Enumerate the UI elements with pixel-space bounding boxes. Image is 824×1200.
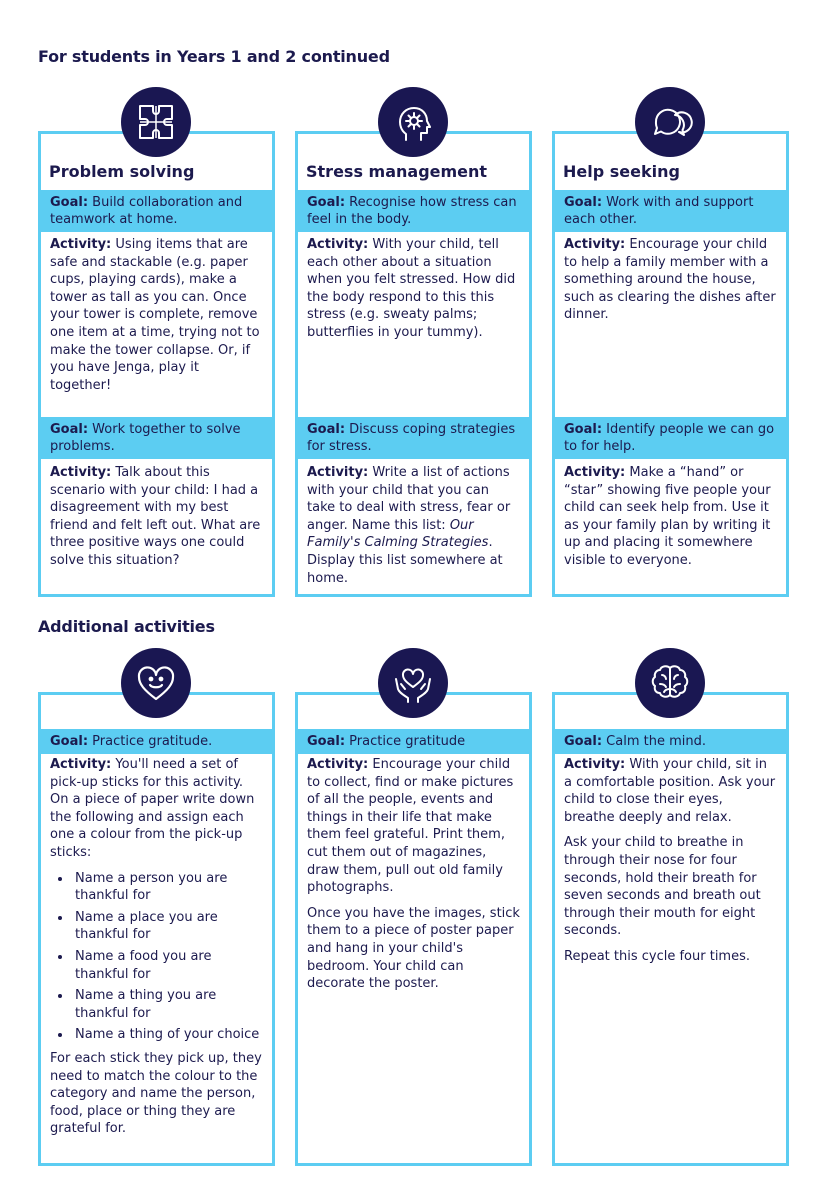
brain-icon — [635, 648, 705, 718]
activity-text: Activity: Using items that are safe and stackable (e.g. paper cups, playing cards), make a tower as tall as you can. Once your tower is complete, remove one item at a time, trying not to make the tower collapse. Or, if you have Jenga, play it together! — [50, 237, 260, 393]
activity-paragraph: Repeat this cycle four times. — [564, 948, 750, 964]
activity-text: Activity: Make a “hand” or “star” showing five people your child can seek help from. Use it as your family plan by writing it up and placing it somewhere visible to everyone. — [564, 465, 771, 568]
stress-management-card — [295, 131, 532, 597]
activity-text: Activity: Write a list of actions with your child that you can take to deal with stress, fear or anger. Name this list: Our Family's Calming Strategies. Display this list somewhere at home. — [307, 465, 511, 586]
goal-box: Goal: Identify people we can go to for help. — [555, 417, 786, 459]
goal-box: Goal: Build collaboration and teamwork at home. — [41, 190, 272, 232]
goal-box: Goal: Recognise how stress can feel in the body. — [298, 190, 529, 232]
section-title: For students in Years 1 and 2 continued — [38, 47, 390, 66]
activity-text: Activity: With your child, sit in a comfortable position. Ask your child to close their eyes, breathe deeply and relax. Ask your child to breathe in through their nose for four seconds, hold their breath for seven seconds and breath out through their mouth for eight seconds. Repeat this cycle four times. — [564, 757, 776, 964]
activity-text: Activity: You'll need a set of pick-up sticks for this activity. On a piece of paper write down the following and assign each one a colour from the pick-up sticks: • Name a person you are thankful for • Name a place you are thankful for • Name a food you are thankful for • Name a thing you are thankful for • Name a thing of your choice For each stick they pick up, they need to match the colour to the category and name the person, food, place or thing they are grateful for. — [41, 756, 272, 1146]
problem-solving-card — [38, 131, 275, 597]
list-item: • Name a place you are thankful for — [72, 909, 263, 944]
speech-bubbles-icon — [635, 87, 705, 157]
head-gear-icon — [378, 87, 448, 157]
goal-box: Goal: Discuss coping strategies for stress. — [298, 417, 529, 459]
goal-box: Goal: Calm the mind. — [555, 729, 786, 754]
activity-text: Activity: Encourage your child to collect, find or make pictures of all the people, events and things in their life that make them feel grateful. Print them, cut them out of magazines, draw them, pull out old family photographs. Once you have the images, stick them to a piece of poster paper and hang in your child's bedroom. Your child can decorate the poster. — [307, 757, 520, 992]
goal-box: Goal: Practice gratitude — [298, 729, 529, 754]
gratitude-sticks-card — [38, 692, 275, 1166]
goal-box: Goal: Work together to solve problems. — [41, 417, 272, 459]
activity-text: Activity: Encourage your child to help a family member with a something around the house, such as clearing the dishes after dinner. — [564, 237, 776, 323]
closing-text: For each stick they pick up, they need to match the colour to the category and name the person, food, place or thing they are grateful for. — [50, 1050, 262, 1137]
activity-paragraph: Ask your child to breathe in through their nose for four seconds, hold their breath for seven seconds and breath out through their mouth for eight seconds. — [564, 835, 761, 939]
activity-text: Activity: With your child, tell each other about a situation when you felt stressed. How did the body respond to this this stress (e.g. sweaty palms; butterflies in your tummy). — [307, 237, 516, 340]
list-item: • Name a person you are thankful for — [72, 870, 263, 905]
activity-text: Activity: Talk about this scenario with your child: I had a disagreement with my best friend and felt left out. What are three positive ways one could solve this situation? — [50, 465, 261, 568]
bullet-list — [50, 870, 263, 1044]
list-item: • Name a thing you are thankful for — [72, 987, 263, 1022]
section-title: Additional activities — [38, 617, 215, 636]
card-title: Stress management — [306, 162, 488, 181]
card-title: Help seeking — [563, 162, 680, 181]
hands-heart-icon — [378, 648, 448, 718]
activity-paragraph: Once you have the images, stick them to a piece of poster paper and hang in your child's bedroom. Your child can decorate the poster. — [307, 905, 520, 992]
list-item: • Name a food you are thankful for — [72, 948, 263, 983]
goal-box: Goal: Practice gratitude. — [41, 729, 272, 754]
goal-box: Goal: Work with and support each other. — [555, 190, 786, 232]
puzzle-icon — [121, 87, 191, 157]
gratitude-pictures-card — [295, 692, 532, 1166]
calm-mind-card — [552, 692, 789, 1166]
list-item: • Name a thing of your choice — [72, 1026, 263, 1044]
help-seeking-card — [552, 131, 789, 597]
smiling-heart-icon — [121, 648, 191, 718]
card-title: Problem solving — [49, 162, 195, 181]
